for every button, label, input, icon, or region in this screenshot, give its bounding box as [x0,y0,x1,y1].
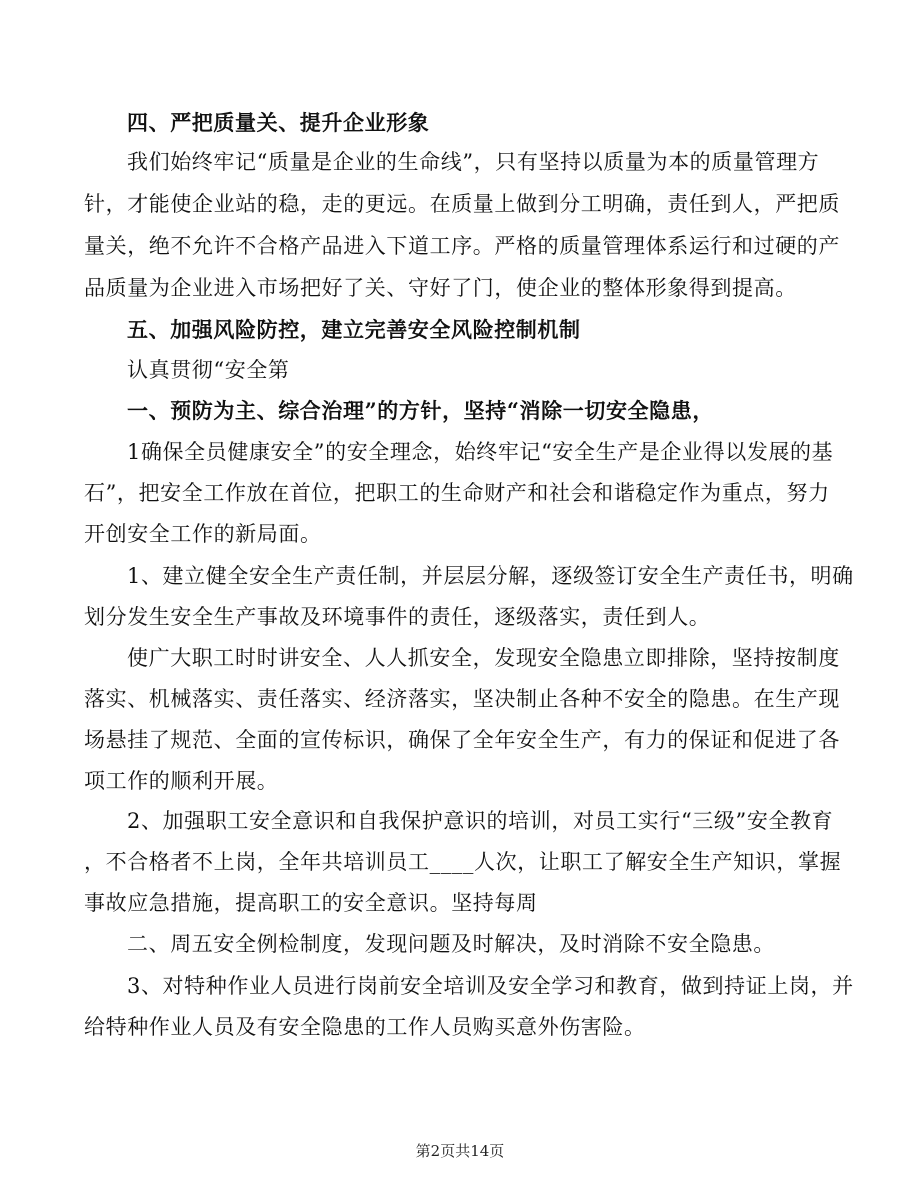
section-heading-5: 五、加强风险防控，建立完善安全风险控制机制 [127,317,581,342]
paragraph-line: 3、对特种作业人员进行岗前安全培训及安全学习和教育，做到持证上岗，并 [127,974,854,998]
paragraph-line: 使广大职工时时讲安全、人人抓安全，发现安全隐患立即排除，坚持按制度 [127,646,840,670]
paragraph-line: 量关，绝不允许不合格产品进入下道工序。严格的质量管理体系运行和过硬的产 [84,234,840,258]
section-heading-4: 四、严把质量关、提升企业形象 [127,110,430,135]
paragraph-line: 给特种作业人员及有安全隐患的工作人员购买意外伤害险。 [84,1015,646,1039]
paragraph-line: 认真贯彻“安全第 [127,358,290,382]
paragraph-line: 2、加强职工安全意识和自我保护意识的培训，对员工实行“三级”安全教育 [127,809,834,833]
paragraph-line: 场悬挂了规范、全面的宣传标识，确保了全年安全生产，有力的保证和促进了各 [84,728,840,752]
page-number: 第2页共14页 [415,1142,505,1160]
paragraph-line: 石”，把安全工作放在首位，把职工的生命财产和社会和谐稳定作为重点，努力 [84,481,830,505]
paragraph-line: 项工作的顺利开展。 [84,769,279,793]
paragraph-line: 开创安全工作的新局面。 [84,522,322,546]
subheading-line: 一、预防为主、综合治理”的方针，坚持“消除一切安全隐患， [127,398,714,423]
paragraph-line: ，不合格者不上岗，全年共培训员工____人次，让职工了解安全生产知识，掌握 [84,850,842,874]
paragraph-line: 1、建立健全安全生产责任制，并层层分解，逐级签订安全生产责任书，明确 [127,564,854,588]
paragraph-line: 针，才能使企业站的稳，走的更远。在质量上做到分工明确，责任到人，严把质 [84,192,840,216]
paragraph-line: 我们始终牢记“质量是企业的生命线”，只有坚持以质量为本的质量管理方 [127,150,820,174]
paragraph-line: 事故应急措施，提高职工的安全意识。坚持每周 [84,891,538,915]
paragraph-line: 1确保全员健康安全”的安全理念，始终牢记“安全生产是企业得以发展的基 [127,440,834,464]
paragraph-line: 划分发生安全生产事故及环境事件的责任，逐级落实，责任到人。 [84,605,711,629]
paragraph-line: 二、周五安全例检制度，发现问题及时解决，及时消除不安全隐患。 [127,932,775,956]
paragraph-line: 品质量为企业进入市场把好了关、守好了门，使企业的整体形象得到提高。 [84,276,797,300]
paragraph-line: 落实、机械落实、责任落实、经济落实，坚决制止各种不安全的隐患。在生产现 [84,687,840,711]
